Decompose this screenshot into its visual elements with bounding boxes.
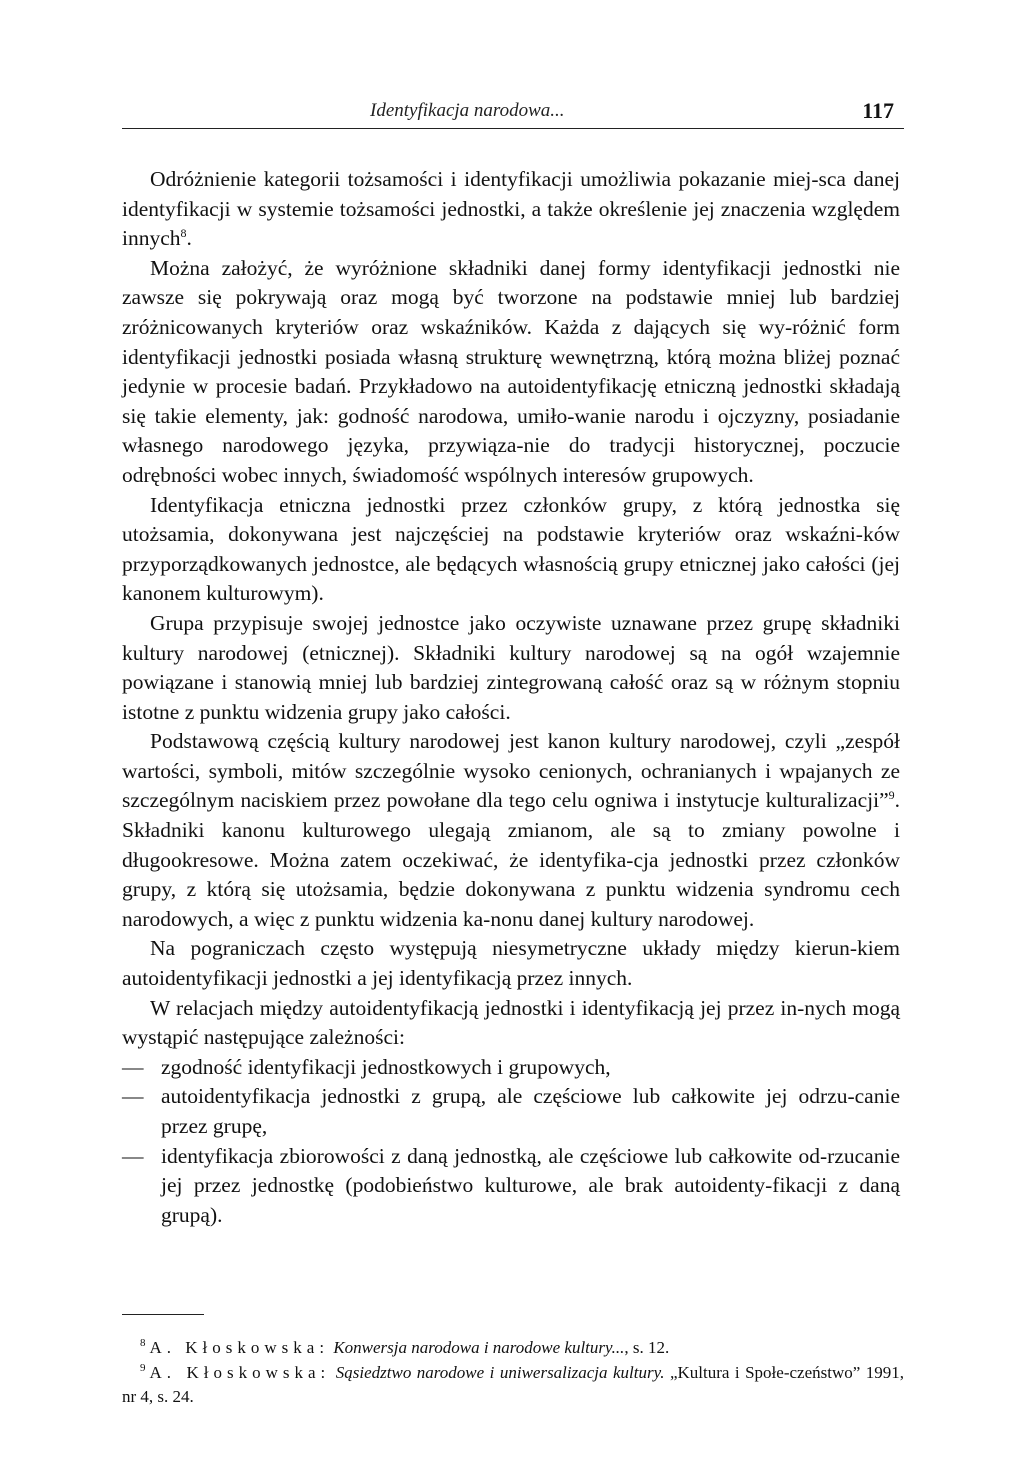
page-header xyxy=(122,100,904,128)
list-item-text: zgodność identyfikacji jednostkowych i grupowych, xyxy=(161,1054,611,1079)
footnote-rule xyxy=(122,1314,204,1315)
paragraph-3: Identyfikacja etniczna jednostki przez członków grupy, z którą jednostka się utożsamia, dokonywana jest najczęściej na podstawie kryteriów oraz wskaźni-ków przyporządkowanych jednostce, ale będących własnością grupy etnicznej jako całości (jej kanonem kulturowym). xyxy=(122,492,900,606)
dependency-list xyxy=(122,1053,900,1231)
list-dash: — xyxy=(122,1143,144,1168)
footnote-8 xyxy=(122,1336,904,1361)
list-item xyxy=(122,1082,900,1141)
header-rule xyxy=(122,128,904,129)
paragraph-6: Na pograniczach często występują niesymetryczne układy między kierun-kiem autoidentyfikacji jednostki a jej identyfikacją przez innych. xyxy=(122,936,900,991)
page-number: 117 xyxy=(862,98,894,123)
paragraph-1 xyxy=(122,165,900,254)
paragraph-1-end: . xyxy=(186,226,192,251)
footnote-author: A. Kłoskowska: xyxy=(149,1338,330,1357)
body-text xyxy=(122,165,900,1230)
footnote-9 xyxy=(122,1361,904,1410)
footnote-citation: , s. 12. xyxy=(624,1338,670,1357)
footnote-citation: „Kultura i Społe-czeństwo” 1991, nr 4, s. 24. xyxy=(122,1362,904,1406)
list-dash: — xyxy=(122,1054,144,1079)
list-item-text: identyfikacja zbiorowości z daną jednostką, ale częściowe lub całkowite od-rzucanie jej przez jednostkę (podobieństwo kulturowe, ale brak autoidenty-fikacji z daną grupą). xyxy=(161,1143,900,1227)
footnote-author: A. Kłoskowska: xyxy=(149,1362,331,1382)
footnote-number: 8 xyxy=(140,1337,146,1350)
list-item xyxy=(122,1053,900,1083)
list-item xyxy=(122,1142,900,1231)
paragraph-5 xyxy=(122,727,900,934)
footnote-title: Konwersja narodowa i narodowe kultury... xyxy=(333,1338,625,1357)
list-item-text: autoidentyfikacja jednostki z grupą, ale częściowe lub całkowite jej odrzu-canie przez grupę, xyxy=(161,1084,900,1138)
footnote-title: Sąsiedztwo narodowe i uniwersalizacja kultury. xyxy=(335,1362,665,1382)
footnote-ref-9: 9 xyxy=(888,788,895,803)
footnotes xyxy=(122,1336,904,1410)
list-dash: — xyxy=(122,1084,144,1109)
footnote-ref-8: 8 xyxy=(180,226,187,241)
paragraph-4: Grupa przypisuje swojej jednostce jako oczywiste uznawane przez grupę składniki kultury narodowej (etnicznej). Składniki kultury narodowej są na ogół wzajemnie powiązane i stanowią mniej lub bardziej zintegrowaną całość oraz są w różnym stopniu istotne z punktu widzenia grupy jako całości. xyxy=(122,610,900,724)
footnote-number: 9 xyxy=(140,1361,146,1374)
paragraph-5-text-b: . Składniki kanonu kulturowego ulegają zmianom, ale są to zmiany powolne i długookresowe. Można zatem oczekiwać, że identyfika-cja jednostki przez członków grupy, z którą się utożsamia, będzie dokonywana z punktu widzenia syndromu cech narodowych, a więc z punktu widzenia ka-nonu danej kultury narodowej. xyxy=(122,788,900,931)
running-title: Identyfikacja narodowa... xyxy=(370,100,565,121)
paragraph-1-text: Odróżnienie kategorii tożsamości i identyfikacji umożliwia pokazanie miej-sca danej identyfikacji w systemie tożsamości jednostki, a także określenie jej znaczenia względem innych xyxy=(122,167,900,251)
paragraph-2: Można założyć, że wyróżnione składniki danej formy identyfikacji jednostki nie zawsze się pokrywają oraz mogą być tworzone na podstawie mniej lub bardziej zróżnicowanych kryteriów oraz wskaźników. Każda z dających się wy-różnić form identyfikacji jednostki posiada własną strukturę wewnętrzną, którą można bliżej poznać jedynie w procesie badań. Przykładowo na autoidentyfikację etniczną jednostki składają się takie elementy, jak: godność narodowa, umiło-wanie narodu i ojczyzny, posiadanie własnego narodowego języka, przywiąza-nie do tradycji historycznej, poczucie odrębności wobec innych, świadomość wspólnych interesów grupowych. xyxy=(122,255,900,487)
paragraph-5-text-a: Podstawową częścią kultury narodowej jest kanon kultury narodowej, czyli „zespół wartości, symboli, mitów szczególnie wysoko cenionych, ochranianych i wpajanych ze szczególnym naciskiem przez powołane dla tego celu ogniwa i instytucje kulturalizacji” xyxy=(122,729,900,813)
paragraph-7: W relacjach między autoidentyfikacją jednostki i identyfikacją jej przez in-nych mogą wystąpić następujące zależności: xyxy=(122,995,900,1050)
